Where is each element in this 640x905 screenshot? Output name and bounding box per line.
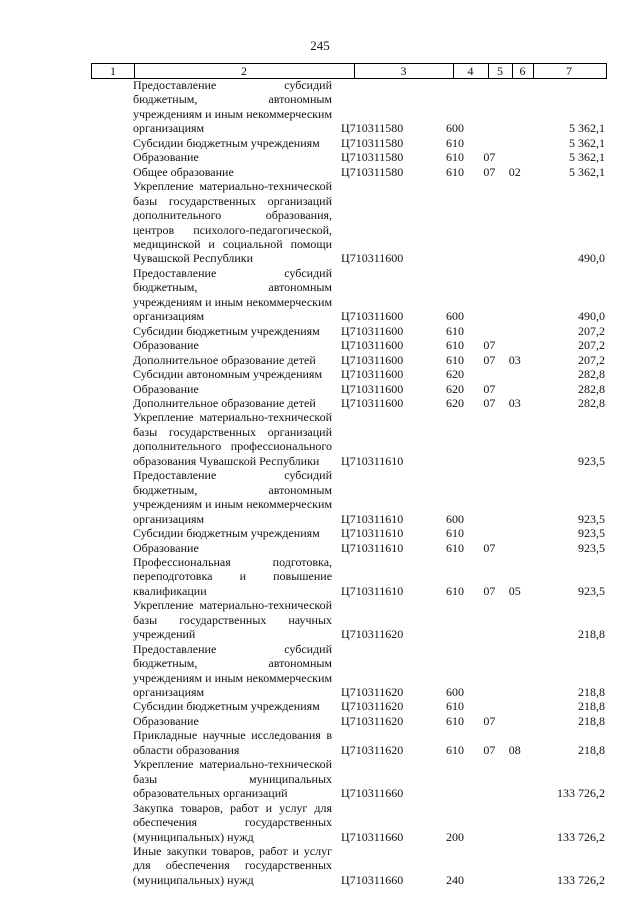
row-amount: 923,5 xyxy=(578,453,605,468)
row-section: 07 xyxy=(483,150,496,165)
row-section xyxy=(478,757,503,800)
row-code: Ц710311660 xyxy=(341,872,404,887)
row-subsection xyxy=(504,757,526,800)
row-name: Образование xyxy=(133,713,199,728)
row-subsection xyxy=(504,801,526,844)
row-name: Образование xyxy=(133,150,199,165)
table-row xyxy=(91,396,605,410)
table-row xyxy=(91,555,605,598)
table-row xyxy=(91,382,605,396)
row-subsection xyxy=(504,324,526,338)
row-code: Ц710311610 xyxy=(341,540,404,555)
table-row xyxy=(91,801,605,844)
row-expense-type xyxy=(441,598,478,641)
row-code: Ц710311610 xyxy=(341,511,404,526)
row-section xyxy=(478,179,503,266)
row-expense-type: 610 xyxy=(445,742,464,757)
row-amount: 133 726,2 xyxy=(557,829,605,844)
table-row xyxy=(91,541,605,555)
row-code: Ц710311600 xyxy=(341,395,404,410)
row-amount: 282,8 xyxy=(578,367,605,382)
row-name: Предоставление субсидий бюджетным, автономным учреждениям и иным некоммерческим организациям xyxy=(133,641,333,700)
row-amount: 5 362,1 xyxy=(569,164,605,179)
row-subsection xyxy=(504,338,526,352)
row-section xyxy=(478,801,503,844)
row-subsection xyxy=(504,410,526,468)
row-expense-type: 240 xyxy=(445,872,464,887)
row-name: Укрепление материально-технической базы государственных организаций дополнительного профессионального образования Чувашской Республики xyxy=(133,410,333,468)
row-expense-type: 600 xyxy=(445,685,464,700)
row-section xyxy=(478,367,503,381)
row-section: 07 xyxy=(483,352,496,367)
header-col-3: 3 xyxy=(400,64,407,78)
row-expense-type: 620 xyxy=(445,367,464,382)
header-col-5: 5 xyxy=(497,64,503,78)
row-expense-type xyxy=(441,410,478,468)
row-section: 07 xyxy=(483,338,496,353)
row-expense-type: 610 xyxy=(445,352,464,367)
row-section: 07 xyxy=(483,713,496,728)
row-name: Субсидии бюджетным учреждениям xyxy=(133,526,320,541)
row-code: Ц710311600 xyxy=(341,352,404,367)
row-code: Ц710311660 xyxy=(341,829,404,844)
row-name: Общее образование xyxy=(133,164,234,179)
table-row xyxy=(91,353,605,367)
row-expense-type: 610 xyxy=(445,135,464,150)
row-section xyxy=(478,468,503,526)
table-row xyxy=(91,728,605,757)
header-col-6: 6 xyxy=(519,64,526,78)
row-code: Ц710311620 xyxy=(341,699,404,714)
row-amount: 218,8 xyxy=(578,742,605,757)
table-row xyxy=(91,78,605,136)
row-name: Прикладные научные исследования в области образования xyxy=(133,728,333,757)
row-amount: 5 362,1 xyxy=(569,135,605,150)
row-amount: 923,5 xyxy=(578,526,605,541)
header-col-2: 2 xyxy=(241,64,247,78)
row-subsection xyxy=(504,382,526,396)
row-name: Профессиональная подготовка, переподготовка и повышение квалификации xyxy=(133,554,333,598)
row-section xyxy=(478,136,503,150)
row-expense-type: 610 xyxy=(445,150,464,165)
row-subsection xyxy=(504,642,526,700)
row-amount: 490,0 xyxy=(578,251,605,266)
row-code: Ц710311600 xyxy=(341,381,404,396)
row-expense-type: 610 xyxy=(445,540,464,555)
row-subsection xyxy=(504,844,526,887)
row-name: Образование xyxy=(133,338,199,353)
row-section: 07 xyxy=(483,395,496,410)
page-number: 245 xyxy=(310,38,330,53)
table-row xyxy=(91,136,605,150)
row-expense-type: 610 xyxy=(445,583,464,598)
row-code: Ц710311580 xyxy=(341,121,404,136)
row-name: Предоставление субсидий бюджетным, автономным учреждениям и иным некоммерческим организациям xyxy=(133,78,333,136)
table-row xyxy=(91,844,605,887)
row-name: Предоставление субсидий бюджетным, автономным учреждениям и иным некоммерческим организациям xyxy=(133,265,333,324)
row-expense-type: 620 xyxy=(445,381,464,396)
row-amount: 923,5 xyxy=(578,540,605,555)
row-amount: 133 726,2 xyxy=(557,786,605,801)
table-row xyxy=(91,150,605,164)
row-expense-type: 610 xyxy=(445,526,464,541)
row-name: Дополнительное образование детей xyxy=(133,395,316,410)
table-row xyxy=(91,642,605,700)
row-subsection xyxy=(504,78,526,136)
row-subsection xyxy=(504,136,526,150)
row-code: Ц710311580 xyxy=(341,150,404,165)
row-name: Иные закупки товаров, работ и услуг для обеспечения государственных (муниципальных) нужд xyxy=(133,844,333,887)
row-subsection: 05 xyxy=(508,583,521,598)
row-section xyxy=(478,266,503,324)
row-subsection: 03 xyxy=(508,352,521,367)
row-subsection xyxy=(504,699,526,713)
table-row xyxy=(91,714,605,728)
table-row xyxy=(91,266,605,324)
row-expense-type: 610 xyxy=(445,699,464,714)
row-section xyxy=(478,598,503,641)
row-expense-type xyxy=(441,757,478,800)
row-section xyxy=(478,410,503,468)
row-name: Предоставление субсидий бюджетным, автономным учреждениям и иным некоммерческим организациям xyxy=(133,468,333,526)
row-section xyxy=(478,526,503,540)
row-amount: 282,8 xyxy=(578,381,605,396)
row-subsection xyxy=(504,150,526,164)
row-subsection xyxy=(504,367,526,381)
table-row xyxy=(91,598,605,641)
row-code: Ц710311600 xyxy=(341,323,404,338)
table-header xyxy=(91,63,607,79)
table-row xyxy=(91,367,605,381)
row-expense-type: 610 xyxy=(445,713,464,728)
table-row xyxy=(91,179,605,266)
table-row xyxy=(91,338,605,352)
row-section: 07 xyxy=(483,742,496,757)
row-subsection xyxy=(504,179,526,266)
table-row xyxy=(91,468,605,526)
row-expense-type: 600 xyxy=(445,121,464,136)
row-code: Ц710311620 xyxy=(341,742,404,757)
row-name: Укрепление материально-технической базы государственных организаций дополнительного образования, центров психолого-педагогической, медицинской и социальной помощи Чувашской Республики xyxy=(133,179,333,266)
row-code: Ц710311610 xyxy=(341,453,404,468)
row-section: 07 xyxy=(483,540,496,555)
row-name: Субсидии бюджетным учреждениям xyxy=(133,323,320,338)
row-expense-type: 200 xyxy=(445,829,464,844)
row-section xyxy=(478,78,503,136)
row-amount: 5 362,1 xyxy=(569,121,605,136)
row-name: Образование xyxy=(133,540,199,555)
row-name: Субсидии автономным учреждениям xyxy=(133,367,323,382)
row-amount: 218,8 xyxy=(578,699,605,714)
row-name: Субсидии бюджетным учреждениям xyxy=(133,699,320,714)
row-code: Ц710311600 xyxy=(341,338,404,353)
row-subsection xyxy=(504,714,526,728)
row-section xyxy=(478,844,503,887)
row-name: Укрепление материально-технической базы государственных научных учреждений xyxy=(133,598,333,642)
row-amount: 5 362,1 xyxy=(569,150,605,165)
row-subsection: 02 xyxy=(508,164,521,179)
row-subsection: 03 xyxy=(508,395,521,410)
row-subsection: 08 xyxy=(508,742,521,757)
row-section xyxy=(478,699,503,713)
row-subsection xyxy=(504,526,526,540)
row-amount: 207,2 xyxy=(578,352,605,367)
row-code: Ц710311660 xyxy=(341,786,404,801)
row-amount: 207,2 xyxy=(578,338,605,353)
row-expense-type: 610 xyxy=(445,338,464,353)
row-amount: 282,8 xyxy=(578,395,605,410)
table-row xyxy=(91,757,605,800)
row-amount: 218,8 xyxy=(578,713,605,728)
row-code: Ц710311610 xyxy=(341,583,404,598)
row-code: Ц710311580 xyxy=(341,164,404,179)
table-row xyxy=(91,410,605,468)
row-expense-type: 600 xyxy=(445,511,464,526)
header-col-4: 4 xyxy=(467,64,474,78)
row-code: Ц710311600 xyxy=(341,309,404,324)
row-section xyxy=(478,324,503,338)
table-row xyxy=(91,526,605,540)
row-subsection xyxy=(504,541,526,555)
row-subsection xyxy=(504,266,526,324)
row-name: Образование xyxy=(133,381,199,396)
row-expense-type: 600 xyxy=(445,309,464,324)
row-amount: 207,2 xyxy=(578,323,605,338)
header-col-1: 1 xyxy=(110,64,116,78)
row-subsection xyxy=(504,468,526,526)
row-expense-type xyxy=(441,179,478,266)
row-amount: 133 726,2 xyxy=(557,872,605,887)
row-section: 07 xyxy=(483,164,496,179)
row-section xyxy=(478,642,503,700)
row-expense-type: 620 xyxy=(445,395,464,410)
row-code: Ц710311620 xyxy=(341,713,404,728)
row-code: Ц710311600 xyxy=(341,251,404,266)
row-code: Ц710311600 xyxy=(341,367,404,382)
row-code: Ц710311620 xyxy=(341,627,404,642)
row-amount: 923,5 xyxy=(578,511,605,526)
row-code: Ц710311580 xyxy=(341,135,404,150)
row-name: Укрепление материально-технической базы муниципальных образовательных организаций xyxy=(133,757,333,801)
row-name: Дополнительное образование детей xyxy=(133,352,316,367)
budget-table xyxy=(91,78,605,887)
row-amount: 923,5 xyxy=(578,583,605,598)
table-row xyxy=(91,165,605,179)
row-code: Ц710311610 xyxy=(341,526,404,541)
row-expense-type: 610 xyxy=(445,164,464,179)
row-subsection xyxy=(504,598,526,641)
table-row xyxy=(91,324,605,338)
row-section: 07 xyxy=(483,381,496,396)
row-name: Субсидии бюджетным учреждениям xyxy=(133,135,320,150)
row-code: Ц710311620 xyxy=(341,685,404,700)
row-expense-type: 610 xyxy=(445,323,464,338)
row-amount: 218,8 xyxy=(578,685,605,700)
row-amount: 490,0 xyxy=(578,309,605,324)
table-body xyxy=(91,78,605,887)
header-col-7: 7 xyxy=(566,64,572,78)
row-section: 07 xyxy=(483,583,496,598)
row-amount: 218,8 xyxy=(578,627,605,642)
table-row xyxy=(91,699,605,713)
row-name: Закупка товаров, работ и услуг для обеспечения государственных (муниципальных) нужд xyxy=(133,800,333,844)
